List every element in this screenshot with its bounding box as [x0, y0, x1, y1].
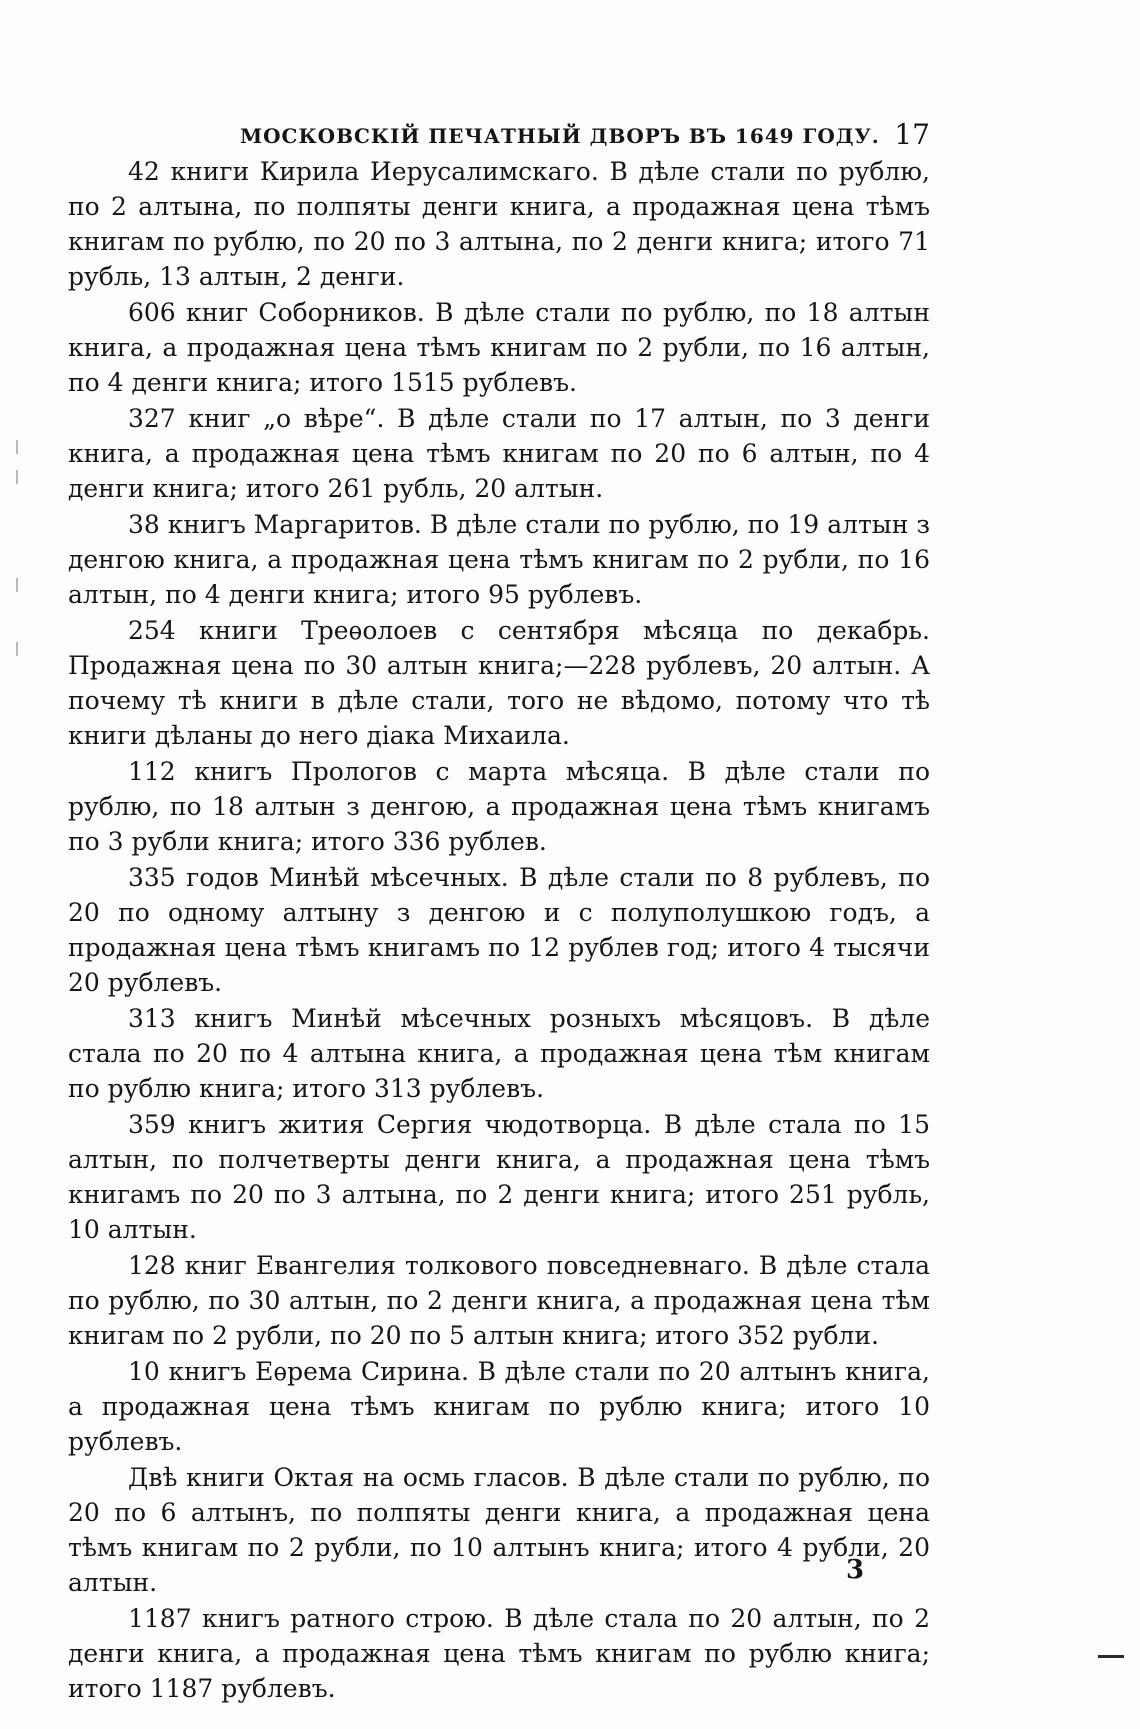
signature-mark: 3 — [846, 1555, 865, 1585]
page-number: 17 — [894, 118, 930, 151]
paragraph: 112 книгъ Прологов с марта мѣсяца. В дѣле стали по рублю, по 18 алтын з денгою, а продажная цена тѣмъ книгамъ по 3 рубли книга; итого 336 рублев. — [68, 757, 930, 856]
paragraph: 1187 книгъ ратного строю. В дѣле стала по 20 алтын, по 2 денги книга, а продажная цена тѣмъ книгам по рублю книга; итого 1187 рублевъ. — [68, 1604, 930, 1703]
paragraph: 38 книгъ Маргаритов. В дѣле стали по рублю, по 19 алтын з денгою книга, а продажная цена тѣмъ книгам по 2 рубли, по 16 алтын, по 4 денги книга; итого 95 рублевъ. — [68, 510, 930, 609]
paragraph: 606 книг Соборников. В дѣле стали по рублю, по 18 алтын книга, а продажная цена тѣмъ книгам по 2 рубли, по 16 алтын, по 4 денги книга; итого 1515 рублевъ. — [68, 298, 930, 397]
paragraph: 10 книгъ Еѳрема Сирина. В дѣле стали по 20 алтынъ книга, а продажная цена тѣмъ книгам по рублю книга; итого 10 рублевъ. — [68, 1357, 930, 1456]
paragraph: 254 книги Треѳолоев с сентября мѣсяца по декабрь. Продажная цена по 30 алтын книга;—228 рублевъ, 20 алтын. А почему тѣ книги в дѣле стали, того не вѣдомо, потому что тѣ книги дѣланы до него дiака Михаила. — [68, 616, 930, 750]
paragraph: 128 книг Евангелия толкового повседневнаго. В дѣле стала по рублю, по 30 алтын, по 2 денги книга, а продажная цена тѣм книгам по 2 рубли, по 20 по 5 алтын книга; итого 352 рубли. — [68, 1251, 930, 1350]
gutter-speck — [16, 440, 18, 454]
running-title: МОСКОВСКІЙ ПЕЧАТНЫЙ ДВОРЪ ВЪ 1649 ГОДУ. — [240, 124, 880, 148]
gutter-speck — [16, 470, 18, 484]
paragraph: 335 годов Минѣй мѣсечных. В дѣле стали по 8 рублевъ, по 20 по одному алтыну з денгою и с полуполушкою годъ, а продажная цена тѣмъ книгамъ по 12 рублев год; итого 4 тысячи 20 рублевъ. — [68, 863, 930, 997]
paragraph: 42 книги Кирила Иерусалимскаго. В дѣле стали по рублю, по 2 алтына, по полпяты денги книга, а продажная цена тѣмъ книгам по рублю, по 20 по 3 алтына, по 2 денги книга; итого 71 рубль, 13 алтын, 2 денги. — [68, 157, 930, 291]
paragraph: 327 книг „о вѣре“. В дѣле стали по 17 алтын, по 3 денги книга, а продажная цена тѣмъ книгам по 20 по 6 алтын, по 4 денги книга; итого 261 рубль, 20 алтын. — [68, 404, 930, 503]
paragraph: 313 книгъ Минѣй мѣсечных розныхъ мѣсяцовъ. В дѣле стала по 20 по 4 алтына книга, а продажная цена тѣм книгам по рублю книга; итого 313 рублевъ. — [68, 1004, 930, 1103]
paragraph: Двѣ книги Октая на осмь гласов. В дѣле стали по рублю, по 20 по 6 алтынъ, по полпяты денги книга, а продажная цена тѣмъ книгам по 2 рубли, по 10 алтынъ книга; итого 4 рубли, 20 алтын. — [68, 1463, 930, 1597]
body-text — [68, 154, 930, 1706]
page-header — [68, 110, 930, 154]
page — [68, 110, 930, 1707]
corner-dash — [1098, 1655, 1124, 1658]
paragraph: 359 книгъ жития Сергия чюдотворца. В дѣле стала по 15 алтын, по полчетверты денги книга, а продажная цена тѣмъ книгамъ по 20 по 3 алтына, по 2 денги книга; итого 251 рубль, 10 алтын. — [68, 1110, 930, 1244]
gutter-speck — [16, 578, 18, 592]
gutter-speck — [16, 642, 18, 656]
